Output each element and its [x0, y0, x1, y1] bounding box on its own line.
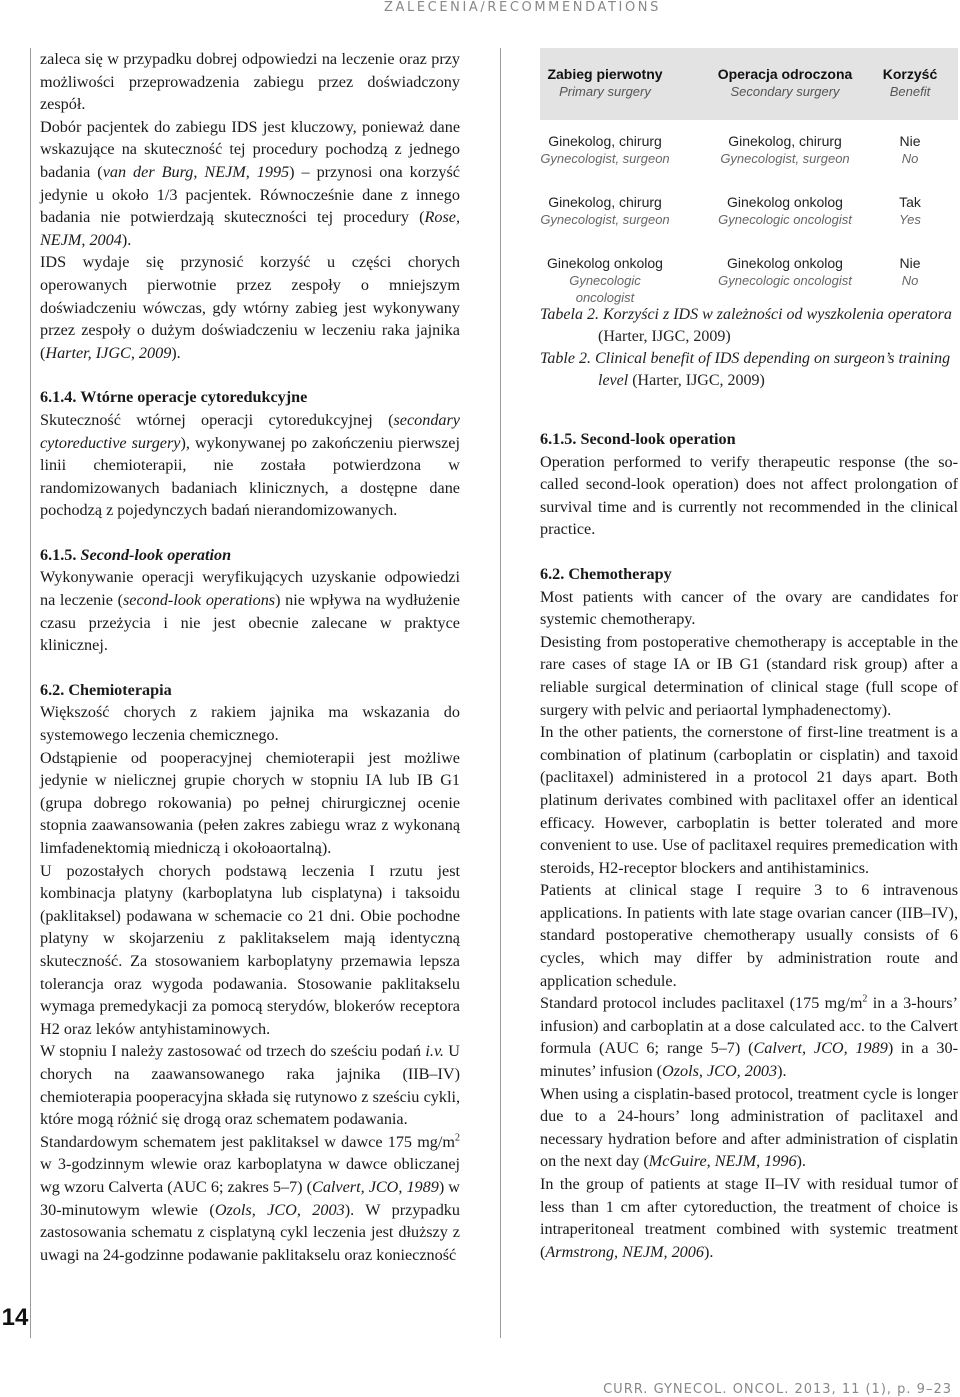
section-body: Wykonywanie operacji weryfikujących uzyskanie odpowiedzi na leczenie (second-look operations) nie wpływa na wydłużenie czasu przeżycia i nie jest obecnie zalecane w praktyce klinicznej.	[40, 568, 460, 655]
citation: Harter, IJGC, 2009	[45, 343, 172, 362]
section-paragraph: Standard protocol includes paclitaxel (175 $mg/m^2$ in a 3-hours’ infusion) and carboplatin at a dose calculated acc. to the Calvert formula (AUC 6; range 5–7) (Calvert, JCO, 1989) in a 30-minutes’ infusion (Ozols, JCO, 2003).	[540, 993, 958, 1081]
left-column	[40, 48, 460, 1266]
table-row	[540, 127, 958, 188]
journal-footer: CURR. GYNECOL. ONCOL. 2013, 11 (1), p. 9–23	[603, 1382, 952, 1397]
left-margin-rule	[30, 48, 31, 1338]
section-paragraph: In the group of patients at stage II–IV with residual tumor of less than 1 cm after cytoreduction, the treatment of choice is intraperitoneal treatment combined with systemic treatment (Armstrong, NEJM, 2006).	[540, 1175, 958, 1261]
section-paragraph: Patients at clinical stage I require 3 to 6 intravenous applications. In patients with late stage ovarian cancer (IIB–IV), standard postoperative chemotherapy usually consists of 6 cycles, which may differ by administration route and application schedule.	[540, 881, 958, 990]
column-divider	[500, 48, 501, 1338]
section-paragraph: W stopniu I należy zastosować od trzech do sześciu podań i.v. U chorych na zaawansowanego raka jajnika (IIB–IV) chemioterapia pooperacyjna składa się rutynowo z sześciu cykli, które mogą różnić się drogą oraz schematem podawania.	[40, 1042, 460, 1129]
table-cell: Ginekolog onkolog Gynecologic oncologist	[718, 255, 852, 288]
section-paragraph: Desisting from postoperative chemotherapy is acceptable in the rare cases of stage IA or IB G1 (standard risk group) after a reliable surgical determination of clinical stage (full scope of surgery with pelvic and periaortal lymphadenectomy).	[540, 632, 958, 719]
table-cell: Ginekolog, chirurg Gynecologist, surgeon	[540, 194, 670, 227]
table-cell: Tak Yes	[899, 194, 921, 227]
section-6-2-en	[540, 563, 958, 1263]
table-cell: Nie No	[899, 255, 921, 288]
table-cell: Ginekolog onkolog Gynecologic oncologist	[547, 255, 663, 305]
section-paragraph: U pozostałych chorych podstawą leczenia I rzutu jest kombinacja platyny (karboplatyna lub cisplatyna) i taksoidu (paklitaksel) podawana w schemacie co 21 dni. Obie pochodne platyny w skojarzeniu z paklitakselem mają identyczną skuteczność. Za stosowaniem karboplatyny przemawia lepsza tolerancja oraz wygoda podawania. Stosowanie paklitakselu wymaga premedykacji za pomocą sterydów, blokerów receptora H2 oraz leków antyhistaminowych.	[40, 861, 460, 1038]
section-paragraph: Standardowym schematem jest paklitaksel w dawce 175 $mg/m^2$ w 3-godzinnym wlewie oraz karboplatyna w dawce obliczanej wg wzoru Calverta (AUC 6; zakres 5–7) (Calvert, JCO, 1989) w 30-minutowym wlewie (Ozols, JCO, 2003). W przypadku zastosowania schematu z cisplatyną cykl leczenia jest dłuższy z uwagi na 24-godzinne podawanie paklitakselu oraz konieczność	[40, 1132, 460, 1264]
section-paragraph: Most patients with cancer of the ovary are candidates for systemic chemotherapy.	[540, 587, 958, 629]
page-number: 14	[1, 1304, 29, 1331]
section-heading: 6.2. Chemioterapia	[40, 680, 172, 699]
citation: Rose, NEJM, 2004	[40, 208, 460, 249]
header-cell: Zabieg pierwotny Primary surgery	[547, 66, 663, 99]
section-6-1-5-en	[540, 428, 958, 541]
section-heading: 6.1.5. Second-look operation	[40, 545, 232, 564]
table-header	[540, 48, 958, 120]
paragraph-selection: Dobór pacjentek do zabiegu IDS jest kluczowy, ponieważ dane wskazujące na skuteczność tej procedury pochodzą z jednego badania (van der Burg, NEJM, 1995) – przynosi ona korzyść jedynie u około 1/3 pacjentek. Równocześnie dane z innego badania nie potwierdzają skuteczności tej procedury (Rose, NEJM, 2004).	[40, 117, 460, 249]
section-paragraph: Większość chorych z rakiem jajnika ma wskazania do systemowego leczenia chemicznego.	[40, 703, 460, 745]
section-6-1-5	[40, 544, 460, 657]
section-paragraph: When using a cisplatin-based protocol, treatment cycle is longer due to a 24-hours’ long administration of paclitaxel and necessary hydration before and after administration of cisplatin on the next day (McGuire, NEJM, 1996).	[540, 1084, 958, 1171]
table-row	[540, 188, 958, 249]
section-6-1-4	[40, 386, 460, 522]
running-header: ZALECENIA/RECOMMENDATIONS	[384, 0, 661, 15]
section-heading: 6.1.5. Second-look operation	[540, 430, 736, 448]
table-cell: Ginekolog, chirurg Gynecologist, surgeon	[540, 133, 670, 166]
header-cell: Operacja odroczona Secondary surgery	[717, 66, 853, 99]
table-cell: Ginekolog onkolog Gynecologic oncologist	[718, 194, 852, 227]
section-paragraph: In the other patients, the cornerstone of first-line treatment is a combination of platinum (carboplatin or cisplatin) and taxoid (paclitaxel) administered in a protocol 21 days apart. Both platinum derivates combined with paclitaxel offer an identical efficacy. However, carboplatin is better tolerated and more convenient to use. Use of paclitaxel requires premedication with steroids, H2-receptor blockers and antihistaminics.	[540, 723, 958, 877]
section-heading: 6.2. Chemotherapy	[540, 564, 672, 583]
table-caption: Tabela 2. Korzyści z IDS w zależności od wyszkolenia operatora (Harter, IJGC, 2009) Table 2. Clinical benefit of IDS depending on surgeon’s training level (Harter, IJGC, 2009)	[540, 306, 952, 389]
table-2	[540, 48, 958, 310]
header-cell: Korzyść Benefit	[882, 66, 938, 99]
section-body: Skuteczność wtórnej operacji cytoredukcyjnej (secondary cytoreductive surgery), wykonywanej po zakończeniu pierwszej linii chemioterapii, nie została potwierdzona w randomizowanych badaniach klinicznych, a dostępne dane pochodzą z pojedynczych badań nierandomizowanych.	[40, 410, 460, 520]
paragraph-intro: zaleca się w przypadku dobrej odpowiedzi na leczenie oraz przy możliwości przeprowadzenia zabiegu przez doświadczony zespół.	[40, 50, 460, 114]
section-body: Operation performed to verify therapeutic response (the so-called second-look operation) does not affect prolongation of survival time and is currently not recommended in the clinical practice.	[540, 452, 958, 539]
section-6-2	[40, 679, 460, 1266]
table-cell: Nie No	[899, 133, 921, 166]
citation: van der Burg, NEJM, 1995	[102, 162, 290, 181]
right-column	[540, 428, 958, 1263]
paragraph-ids: IDS wydaje się przynosić korzyść u części chorych operowanych pierwotnie przez zespoły o mniejszym doświadczeniu wówczas, gdy wtórny zabieg jest wykonywany przez zespoły o dużym doświadczeniu w leczeniu raka jajnika (Harter, IJGC, 2009).	[40, 253, 460, 362]
section-paragraph: Odstąpienie od pooperacyjnej chemioterapii jest możliwe jedynie w nielicznej grupie chorych w stopniu IA lub IB G1 (grupa dobrego rokowania) po pełnej chirurgicznej ocenie stopnia zaawansowania (pełen zakres zabiegu wraz z wykonaną limfadenektomią miedniczą i okołoaortalną).	[40, 748, 460, 857]
table-row	[540, 249, 958, 310]
table-cell: Ginekolog, chirurg Gynecologist, surgeon	[720, 133, 850, 166]
section-heading: 6.1.4. Wtórne operacje cytoredukcyjne	[40, 388, 308, 407]
